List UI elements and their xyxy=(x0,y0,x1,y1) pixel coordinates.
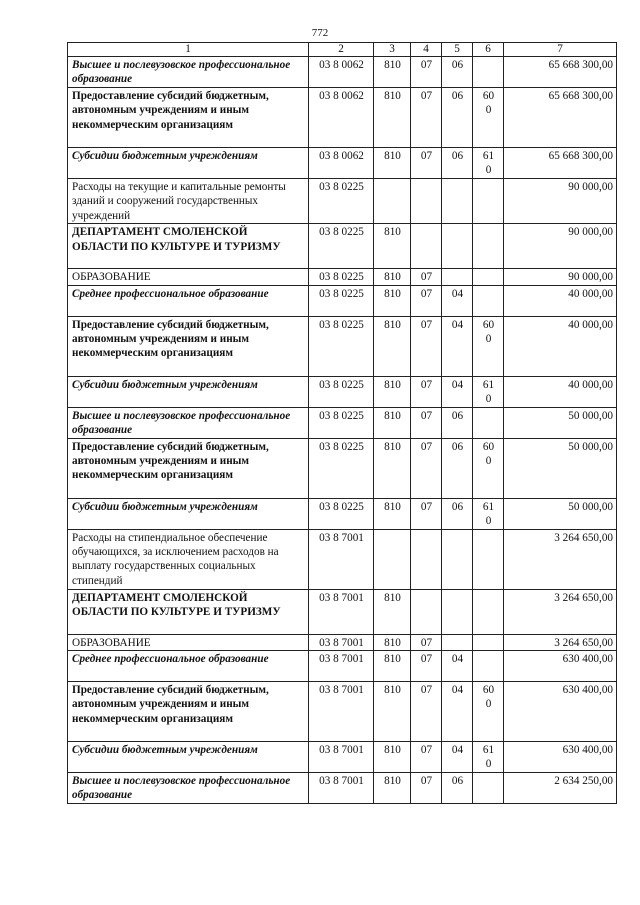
row-amount: 65 668 300,00 xyxy=(504,88,617,148)
row-amount: 90 000,00 xyxy=(504,269,617,285)
row-col-3: 810 xyxy=(374,285,411,316)
table-row xyxy=(68,148,617,179)
row-col-4 xyxy=(411,529,442,589)
row-col-3: 810 xyxy=(374,269,411,285)
row-col-3: 810 xyxy=(374,148,411,179)
row-col-3 xyxy=(374,179,411,224)
row-col-6: 61 0 xyxy=(473,148,504,179)
table-row xyxy=(68,682,617,742)
row-col-3: 810 xyxy=(374,88,411,148)
row-col-5: 06 xyxy=(442,88,473,148)
row-col-4: 07 xyxy=(411,407,442,438)
row-name: ОБРАЗОВАНИЕ xyxy=(68,269,309,285)
row-code: 03 8 0225 xyxy=(309,498,374,529)
row-name: Расходы на текущие и капитальные ремонты зданий и сооружений государственных учреждений xyxy=(68,179,309,224)
row-amount: 40 000,00 xyxy=(504,376,617,407)
row-col-5: 06 xyxy=(442,773,473,804)
row-col-6 xyxy=(473,57,504,88)
table-row xyxy=(68,57,617,88)
row-name: Высшее и послевузовское профессиональное образование xyxy=(68,57,309,88)
row-col-5 xyxy=(442,529,473,589)
row-col-4: 07 xyxy=(411,285,442,316)
row-code: 03 8 7001 xyxy=(309,529,374,589)
row-col-4: 07 xyxy=(411,316,442,376)
row-col-6 xyxy=(473,407,504,438)
row-amount: 65 668 300,00 xyxy=(504,57,617,88)
row-amount: 90 000,00 xyxy=(504,224,617,269)
row-col-5: 06 xyxy=(442,57,473,88)
row-name: ОБРАЗОВАНИЕ xyxy=(68,634,309,650)
row-col-4 xyxy=(411,589,442,634)
row-col-6 xyxy=(473,634,504,650)
row-name: Предоставление субсидий бюджетным, автономным учреждениям и иным некоммерческим организациям xyxy=(68,316,309,376)
row-col-6 xyxy=(473,179,504,224)
table-row xyxy=(68,224,617,269)
row-col-5 xyxy=(442,269,473,285)
row-code: 03 8 7001 xyxy=(309,742,374,773)
table-row xyxy=(68,269,617,285)
row-col-3: 810 xyxy=(374,773,411,804)
row-code: 03 8 7001 xyxy=(309,773,374,804)
header-col-5: 5 xyxy=(442,43,473,57)
row-code: 03 8 0225 xyxy=(309,438,374,498)
row-name: Субсидии бюджетным учреждениям xyxy=(68,148,309,179)
budget-table xyxy=(67,42,617,804)
row-name: Субсидии бюджетным учреждениям xyxy=(68,742,309,773)
row-amount: 630 400,00 xyxy=(504,742,617,773)
row-code: 03 8 0225 xyxy=(309,285,374,316)
row-code: 03 8 0062 xyxy=(309,88,374,148)
header-col-1: 1 xyxy=(68,43,309,57)
row-col-5: 04 xyxy=(442,682,473,742)
row-col-3: 810 xyxy=(374,376,411,407)
row-code: 03 8 0225 xyxy=(309,179,374,224)
row-col-6 xyxy=(473,589,504,634)
row-col-4: 07 xyxy=(411,88,442,148)
row-col-6 xyxy=(473,285,504,316)
table-row xyxy=(68,651,617,682)
row-code: 03 8 7001 xyxy=(309,651,374,682)
row-col-3 xyxy=(374,529,411,589)
table-row xyxy=(68,529,617,589)
table-row xyxy=(68,376,617,407)
row-col-6 xyxy=(473,651,504,682)
header-row xyxy=(68,43,617,57)
row-col-3: 810 xyxy=(374,742,411,773)
row-name: Предоставление субсидий бюджетным, автономным учреждениям и иным некоммерческим организациям xyxy=(68,438,309,498)
table-row xyxy=(68,589,617,634)
row-col-6: 60 0 xyxy=(473,316,504,376)
table-row xyxy=(68,773,617,804)
row-col-4: 07 xyxy=(411,269,442,285)
row-code: 03 8 0062 xyxy=(309,57,374,88)
row-col-3: 810 xyxy=(374,634,411,650)
row-amount: 50 000,00 xyxy=(504,407,617,438)
table-row xyxy=(68,285,617,316)
row-name: Высшее и послевузовское профессиональное образование xyxy=(68,773,309,804)
row-amount: 3 264 650,00 xyxy=(504,634,617,650)
row-col-4: 07 xyxy=(411,773,442,804)
row-code: 03 8 0225 xyxy=(309,376,374,407)
row-col-3: 810 xyxy=(374,438,411,498)
row-col-3: 810 xyxy=(374,316,411,376)
table-row xyxy=(68,407,617,438)
row-col-6 xyxy=(473,529,504,589)
row-col-3: 810 xyxy=(374,589,411,634)
row-col-5 xyxy=(442,224,473,269)
row-col-5: 06 xyxy=(442,148,473,179)
row-code: 03 8 7001 xyxy=(309,634,374,650)
row-name: Субсидии бюджетным учреждениям xyxy=(68,498,309,529)
row-code: 03 8 0225 xyxy=(309,269,374,285)
row-amount: 50 000,00 xyxy=(504,438,617,498)
row-col-4: 07 xyxy=(411,651,442,682)
row-col-5: 04 xyxy=(442,376,473,407)
row-col-4: 07 xyxy=(411,634,442,650)
row-col-3: 810 xyxy=(374,224,411,269)
row-amount: 50 000,00 xyxy=(504,498,617,529)
row-name: ДЕПАРТАМЕНТ СМОЛЕНСКОЙ ОБЛАСТИ ПО КУЛЬТУРЕ И ТУРИЗМУ xyxy=(68,589,309,634)
row-col-6: 60 0 xyxy=(473,682,504,742)
row-amount: 630 400,00 xyxy=(504,651,617,682)
header-col-2: 2 xyxy=(309,43,374,57)
row-code: 03 8 0225 xyxy=(309,407,374,438)
row-col-5: 04 xyxy=(442,651,473,682)
row-col-4: 07 xyxy=(411,742,442,773)
row-col-6: 61 0 xyxy=(473,498,504,529)
row-amount: 3 264 650,00 xyxy=(504,529,617,589)
row-col-4 xyxy=(411,179,442,224)
row-amount: 40 000,00 xyxy=(504,316,617,376)
row-code: 03 8 7001 xyxy=(309,682,374,742)
table-row xyxy=(68,634,617,650)
row-col-5: 06 xyxy=(442,407,473,438)
row-col-5: 04 xyxy=(442,285,473,316)
row-code: 03 8 0225 xyxy=(309,224,374,269)
row-code: 03 8 7001 xyxy=(309,589,374,634)
row-col-4: 07 xyxy=(411,57,442,88)
row-name: Расходы на стипендиальное обеспечение обучающихся, за исключением расходов на выплату государственных социальных стипендий xyxy=(68,529,309,589)
row-col-3: 810 xyxy=(374,498,411,529)
header-col-4: 4 xyxy=(411,43,442,57)
row-col-6 xyxy=(473,773,504,804)
header-col-3: 3 xyxy=(374,43,411,57)
row-amount: 40 000,00 xyxy=(504,285,617,316)
table-row xyxy=(68,498,617,529)
row-col-3: 810 xyxy=(374,682,411,742)
row-name: Предоставление субсидий бюджетным, автономным учреждениям и иным некоммерческим организациям xyxy=(68,88,309,148)
row-col-5: 04 xyxy=(442,316,473,376)
row-col-6 xyxy=(473,224,504,269)
row-name: Среднее профессиональное образование xyxy=(68,651,309,682)
row-col-5 xyxy=(442,634,473,650)
row-amount: 65 668 300,00 xyxy=(504,148,617,179)
row-name: Предоставление субсидий бюджетным, автономным учреждениям и иным некоммерческим организациям xyxy=(68,682,309,742)
table-row xyxy=(68,179,617,224)
row-name: Высшее и послевузовское профессиональное образование xyxy=(68,407,309,438)
header-col-6: 6 xyxy=(473,43,504,57)
table-body xyxy=(68,57,617,804)
row-col-3: 810 xyxy=(374,407,411,438)
row-col-6: 60 0 xyxy=(473,88,504,148)
row-col-4: 07 xyxy=(411,682,442,742)
row-amount: 3 264 650,00 xyxy=(504,589,617,634)
table-row xyxy=(68,742,617,773)
row-code: 03 8 0225 xyxy=(309,316,374,376)
row-amount: 630 400,00 xyxy=(504,682,617,742)
row-col-6: 61 0 xyxy=(473,376,504,407)
row-code: 03 8 0062 xyxy=(309,148,374,179)
row-name: ДЕПАРТАМЕНТ СМОЛЕНСКОЙ ОБЛАСТИ ПО КУЛЬТУРЕ И ТУРИЗМУ xyxy=(68,224,309,269)
row-col-5: 06 xyxy=(442,438,473,498)
header-col-7: 7 xyxy=(504,43,617,57)
row-amount: 2 634 250,00 xyxy=(504,773,617,804)
row-col-5 xyxy=(442,589,473,634)
row-col-5 xyxy=(442,179,473,224)
table-row xyxy=(68,316,617,376)
page-number: 772 xyxy=(311,27,329,39)
row-col-6: 60 0 xyxy=(473,438,504,498)
row-col-5: 04 xyxy=(442,742,473,773)
row-col-4 xyxy=(411,224,442,269)
row-col-4: 07 xyxy=(411,438,442,498)
row-col-5: 06 xyxy=(442,498,473,529)
row-col-3: 810 xyxy=(374,57,411,88)
row-col-4: 07 xyxy=(411,148,442,179)
table-row xyxy=(68,438,617,498)
table-row xyxy=(68,88,617,148)
row-col-4: 07 xyxy=(411,498,442,529)
row-amount: 90 000,00 xyxy=(504,179,617,224)
row-col-6: 61 0 xyxy=(473,742,504,773)
row-name: Среднее профессиональное образование xyxy=(68,285,309,316)
row-name: Субсидии бюджетным учреждениям xyxy=(68,376,309,407)
row-col-6 xyxy=(473,269,504,285)
row-col-4: 07 xyxy=(411,376,442,407)
row-col-3: 810 xyxy=(374,651,411,682)
